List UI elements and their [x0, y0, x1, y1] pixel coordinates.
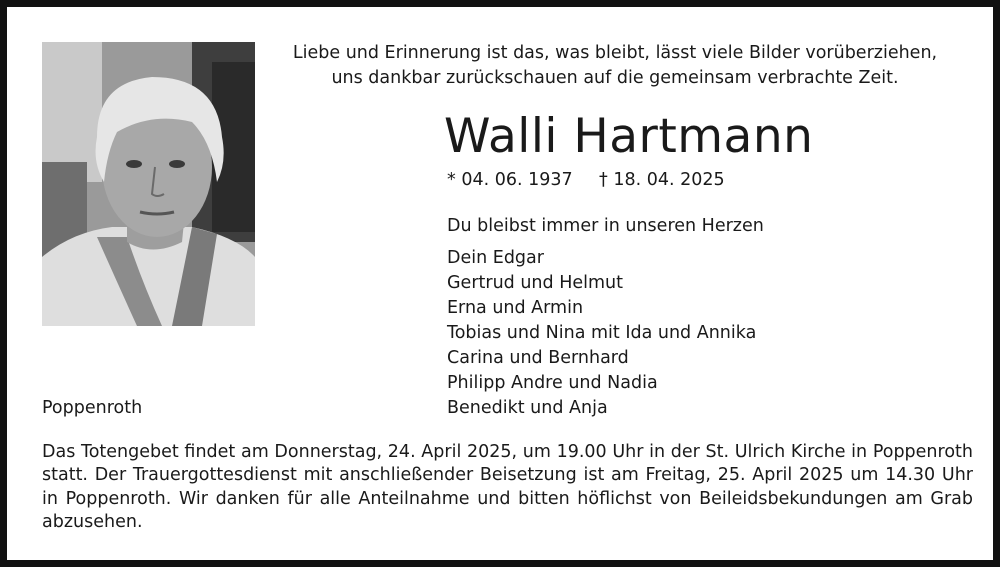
birth-date: * 04. 06. 1937	[447, 170, 573, 190]
funeral-notice	[42, 441, 973, 534]
verse-line: uns dankbar zurückschauen auf die gemeinsam verbrachte Zeit.	[331, 68, 899, 88]
portrait-photo	[42, 42, 255, 326]
mourners-list	[447, 246, 756, 421]
portrait-image	[42, 42, 255, 326]
mourner-entry: Carina und Bernhard	[447, 348, 629, 368]
notice-line: statt. Der Trauergottesdienst mit anschließender Beisetzung ist am Freitag, 25. April 2025 um 14.30 Uhr	[42, 465, 973, 486]
deceased-name: Walli Hartmann	[444, 109, 814, 164]
mourner-entry: Erna und Armin	[447, 298, 584, 318]
place-name: Poppenroth	[42, 398, 143, 418]
mourner-entry: Philipp Andre und Nadia	[447, 373, 658, 393]
memorial-verse	[279, 41, 951, 91]
death-date: † 18. 04. 2025	[599, 170, 725, 190]
mourner-entry: Tobias und Nina mit Ida und Annika	[447, 323, 757, 343]
notice-line: Das Totengebet findet am Donnerstag, 24. April 2025, um 19.00 Uhr in der St. Ulrich Kirche in Poppenroth	[42, 442, 973, 462]
notice-line: in Poppenroth. Wir danken für alle Anteilnahme und bitten höflichst von Beileidsbekundungen am Grab	[42, 488, 973, 509]
memorial-motto: Du bleibst immer in unseren Herzen	[447, 216, 764, 236]
notice-line: abzusehen.	[42, 511, 143, 532]
life-dates	[447, 168, 725, 193]
mourner-entry: Benedikt und Anja	[447, 398, 608, 418]
mourner-entry: Gertrud und Helmut	[447, 273, 623, 293]
verse-line: Liebe und Erinnerung ist das, was bleibt, lässt viele Bilder vorüberziehen,	[292, 43, 938, 63]
mourner-entry: Dein Edgar	[447, 248, 544, 268]
